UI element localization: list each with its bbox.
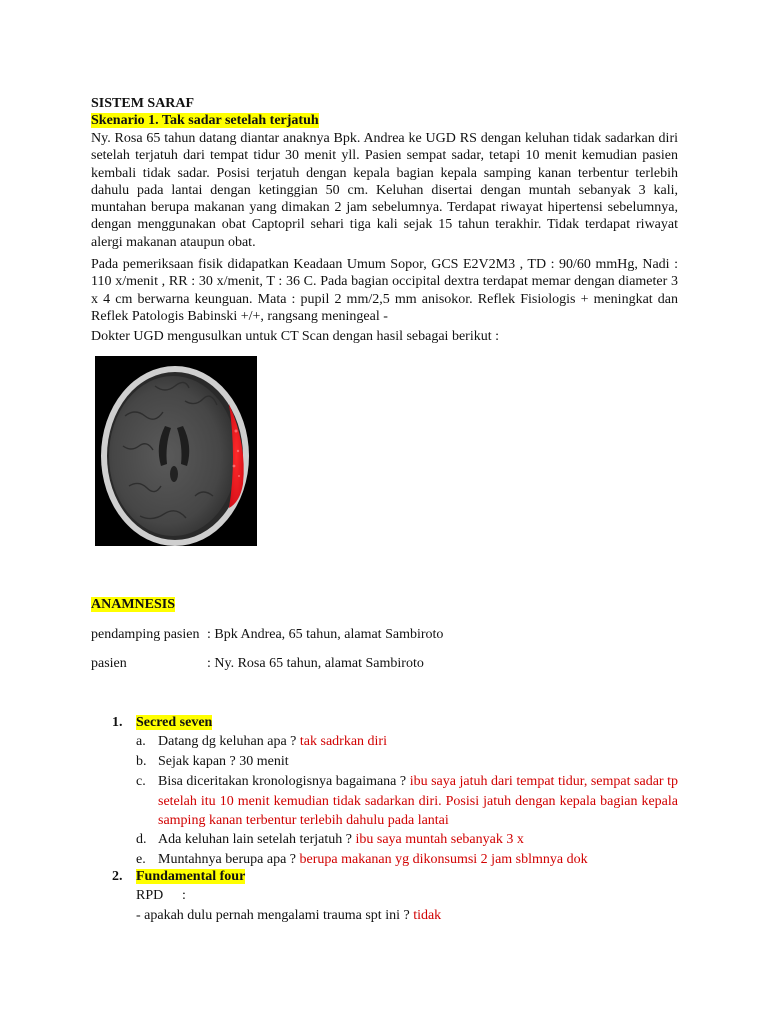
item-answer: tak sadrkan diri <box>299 734 387 749</box>
scenario-heading: Skenario 1. Tak sadar setelah terjatuh <box>91 113 319 128</box>
item-letter: b. <box>136 754 147 769</box>
rpd-colon: : <box>182 888 186 903</box>
doc-title: SISTEM SARAF <box>91 96 195 111</box>
item-question: Muntahnya berupa apa ? <box>158 852 300 867</box>
ct-scan-image <box>95 356 257 546</box>
item-answer: berupa makanan yg dikonsumsi 2 jam sblmnya dok <box>299 852 588 867</box>
item-letter: d. <box>136 832 147 847</box>
section-title: Secred seven <box>136 715 213 730</box>
scenario-heading-wrap <box>91 112 678 129</box>
item-answer: ibu saya muntah sebanyak 3 x <box>355 832 524 847</box>
section-number: 1. <box>112 715 123 730</box>
rpd-question-line <box>136 906 441 926</box>
item-letter: c. <box>136 774 146 789</box>
item-question: Ada keluhan lain setelah terjatuh ? <box>158 832 356 847</box>
item-question: Sejak kapan ? 30 menit <box>158 754 289 769</box>
section-title: Fundamental four <box>136 869 246 884</box>
item-letter: e. <box>136 852 146 867</box>
item-letter: a. <box>136 734 146 749</box>
scenario-paragraph-3: Dokter UGD mengusulkan untuk CT Scan dengan hasil sebagai berikut : <box>91 329 499 344</box>
item-question: Bisa diceritakan kronologisnya bagaimana ? <box>158 774 410 789</box>
rpd-question: - apakah dulu pernah mengalami trauma spt ini ? <box>136 908 414 923</box>
rpd-answer: tidak <box>413 908 442 923</box>
scenario-paragraph-2: Pada pemeriksaan fisik didapatkan Keadaan Umum Sopor, GCS E2V2M3 , TD : 90/60 mmHg, Nadi : 110 x/menit , RR : 30 x/menit, T : 36 C. Pada bagian occipital dextra terdapat memar dengan diameter 3 x 4 cm berwarna keunguan. Mata : pupil 2 mm/2,5 mm anisokor. Reflek Fisiologis + meningkat dan Reflek Patologis Babinski +/+, rangsang meningeal - <box>91 257 678 324</box>
scenario-paragraph-1: Ny. Rosa 65 tahun datang diantar anaknya Bpk. Andrea ke UGD RS dengan keluhan tidak sadarkan diri setelah terjatuh dari tempat tidur 30 menit yll. Pasien sempat sadar, tetapi 10 menit kemudian pasien kembali tidak sadar. Posisi terjatuh dengan kepala bagian kepala samping kanan terbentur terlebih dahulu pada lantai dengan ketinggian 50 cm. Keluhan disertai dengan muntah sebanyak 3 kali, muntahan berupa makanan yang dimakan 2 jam sebelumnya. Terdapat riwayat hipertensi sebelumnya, dengan menggunakan obat Captopril sehari tiga kali sejak 15 tahun terakhir. Tidak terdapat riwayat alergi makanan ataupun obat. <box>91 131 678 250</box>
item-question: Datang dg keluhan apa ? <box>158 734 300 749</box>
companion-label: pendamping pasien <box>91 627 200 642</box>
patient-label: pasien <box>91 656 127 671</box>
companion-value: : Bpk Andrea, 65 tahun, alamat Sambiroto <box>207 627 444 642</box>
anamnesis-heading: ANAMNESIS <box>91 597 176 612</box>
patient-value: : Ny. Rosa 65 tahun, alamat Sambiroto <box>207 656 424 671</box>
rpd-label: RPD <box>136 888 164 903</box>
item-answer: ibu saya jatuh dari tempat tidur, sempat sadar tp setelah itu 10 menit kemudian tidak sadarkan diri. Posisi jatuh dengan kepala bagian kepala samping kanan terbentur terlebih dahulu pada lantai <box>158 774 679 829</box>
anamnesis-heading-wrap <box>91 596 678 613</box>
section-number: 2. <box>112 869 123 884</box>
